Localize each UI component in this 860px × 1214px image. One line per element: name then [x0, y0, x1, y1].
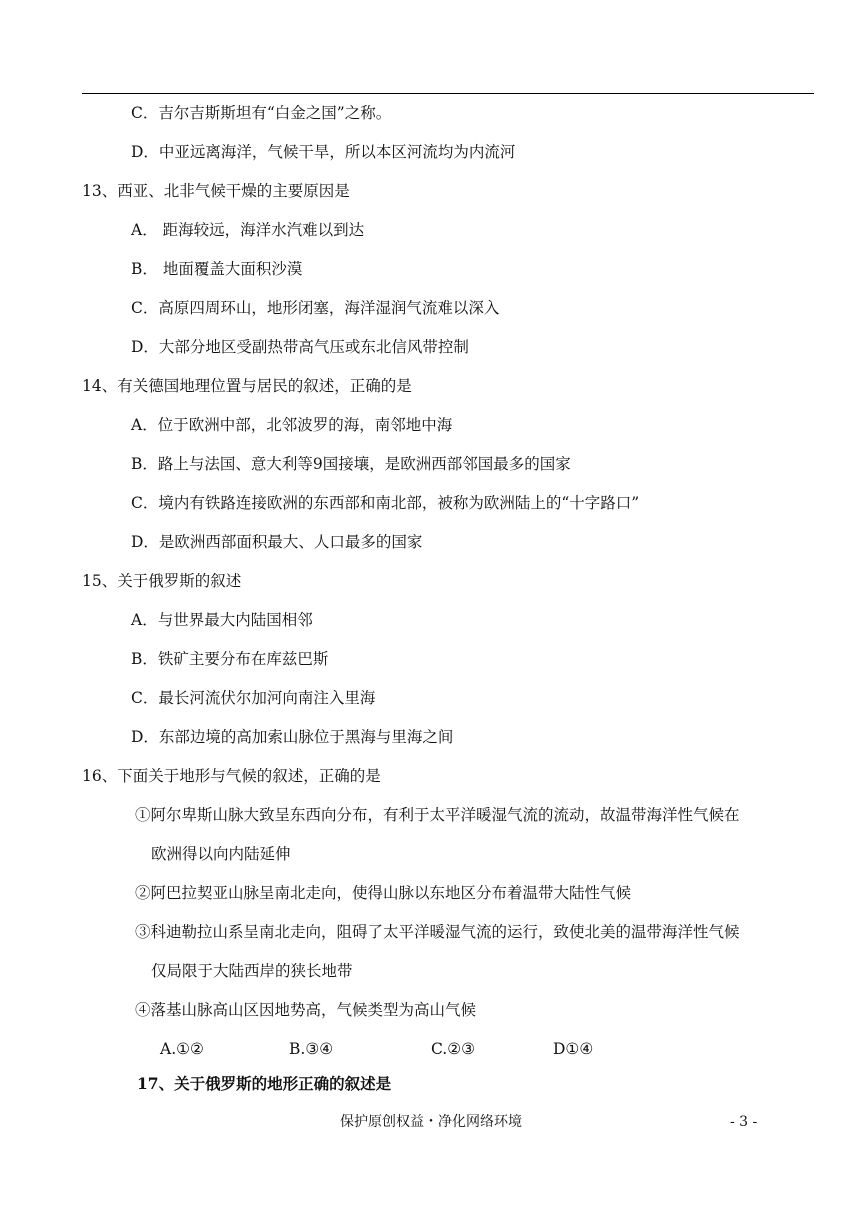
- page-number: - 3 -: [730, 1114, 758, 1130]
- footer-text: 保护原创权益・净化网络环境: [340, 1114, 522, 1130]
- question-13-option-d: D．大部分地区受副热带高气压或东北信风带控制: [131, 338, 469, 356]
- question-16-stem: 16、下面关于地形与气候的叙述，正确的是: [82, 767, 381, 785]
- question-16-choice-c: C.②③: [431, 1040, 476, 1058]
- question-13-option-b: B． 地面覆盖大面积沙漠: [131, 260, 303, 278]
- question-14-option-d: D．是欧洲西部面积最大、人口最多的国家: [131, 533, 423, 551]
- question-13-stem: 13、西亚、北非气候干燥的主要原因是: [82, 182, 350, 200]
- option-d-prev: D．中亚远离海洋，气候干旱，所以本区河流均为内流河: [131, 143, 516, 161]
- question-16-statement-1-cont: 欧洲得以向内陆延伸: [151, 845, 291, 863]
- question-17-stem: 17、关于俄罗斯的地形正确的叙述是: [137, 1074, 392, 1093]
- question-15-option-b: B．铁矿主要分布在库兹巴斯: [131, 650, 329, 668]
- question-15-option-a: A．与世界最大内陆国相邻: [131, 611, 313, 629]
- option-c-prev: C．吉尔吉斯斯坦有“白金之国”之称。: [131, 104, 392, 122]
- question-16-statement-4: ④落基山脉高山区因地势高，气候类型为高山气候: [135, 1001, 477, 1019]
- question-16-choice-b: B.③④: [289, 1040, 334, 1058]
- question-16-choice-a: A.①②: [160, 1040, 204, 1058]
- question-15-stem: 15、关于俄罗斯的叙述: [82, 572, 242, 590]
- question-16-statement-3: ③科迪勒拉山系呈南北走向，阻碍了太平洋暖湿气流的运行，致使北美的温带海洋性气候: [135, 923, 740, 941]
- header-rule: [82, 93, 814, 94]
- question-16-statement-2: ②阿巴拉契亚山脉呈南北走向，使得山脉以东地区分布着温带大陆性气候: [135, 884, 632, 902]
- question-14-stem: 14、有关德国地理位置与居民的叙述，正确的是: [82, 377, 412, 395]
- question-13-option-c: C．高原四周环山，地形闭塞，海洋湿润气流难以深入: [131, 299, 500, 317]
- question-15-option-c: C．最长河流伏尔加河向南注入里海: [131, 689, 376, 707]
- question-14-option-b: B．路上与法国、意大利等9国接壤，是欧洲西部邻国最多的国家: [131, 455, 571, 473]
- question-13-option-a: A． 距海较远，海洋水汽难以到达: [131, 221, 365, 239]
- question-16-statement-3-cont: 仅局限于大陆西岸的狭长地带: [151, 962, 353, 980]
- question-14-option-a: A．位于欧洲中部，北邻波罗的海，南邻地中海: [131, 416, 453, 434]
- question-15-option-d: D．东部边境的高加索山脉位于黑海与里海之间: [131, 728, 454, 746]
- question-16-statement-1: ①阿尔卑斯山脉大致呈东西向分布，有利于太平洋暖湿气流的流动，故温带海洋性气候在: [135, 806, 740, 824]
- question-16-choice-d: D①④: [553, 1040, 594, 1058]
- question-14-option-c: C．境内有铁路连接欧洲的东西部和南北部，被称为欧洲陆上的“十字路口”: [131, 494, 640, 512]
